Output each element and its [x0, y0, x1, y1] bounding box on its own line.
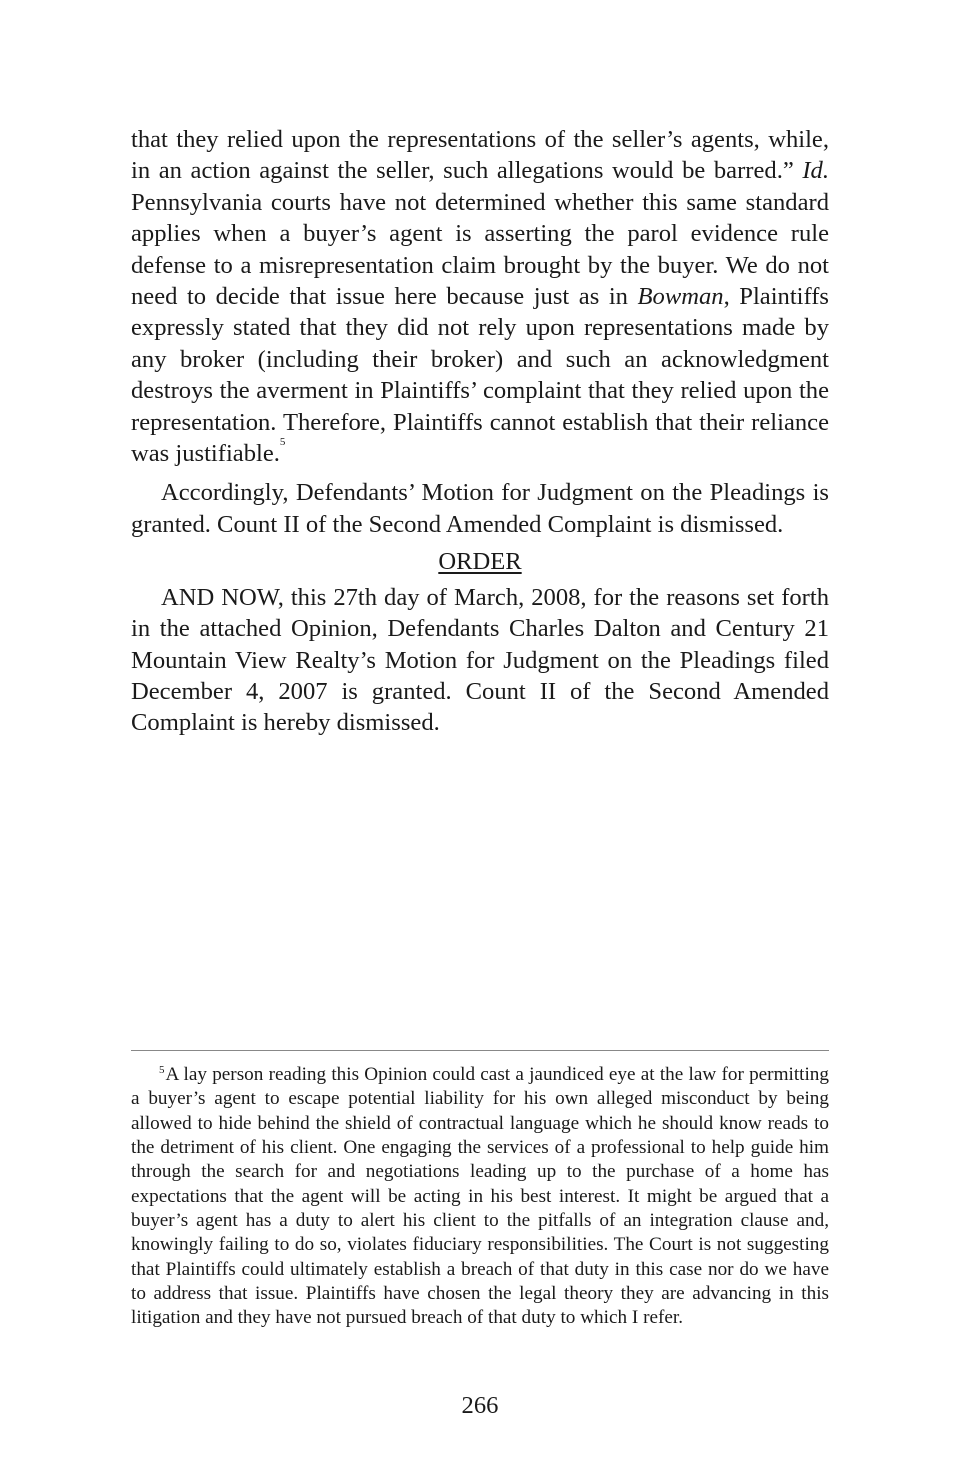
order-paragraph: AND NOW, this 27th day of March, 2008, for the reasons set forth in the attached Opinion, Defendants Charles Dalton and Century 21 Mountain View Realty’s Motion for Judgment on the Pleadings filed December 4, 2007 is granted. Count II of the Second Amended Complaint is hereby dismissed.	[131, 583, 829, 737]
footnote-text: A lay person reading this Opinion could cast a jaundiced eye at the law for permitting a buyer’s agent to escape potential liability for his own alleged misconduct by being allowed to hide behind the shield of contractual language which he should know reads to the detriment of his client. One engaging the services of a professional to help guide him through the search for and negotiations leading up to the purchase of a home has expectations that the agent will be acting in his best interest. It might be argued that a buyer’s agent has a duty to alert his client to the pitfalls of an integration clause and, knowingly failing to do so, violates fiduciary responsibilities. The Court is not suggesting that Plaintiffs could ultimately establish a breach of that duty in this case nor do we have to address that issue. Plaintiffs have chosen the legal theory they are advancing in this litigation and they have not pursued breach of that duty to which I refer.	[131, 1064, 829, 1329]
footnotes-section	[131, 1050, 829, 1331]
case-name-bowman: Bowman	[637, 283, 724, 311]
paragraph-1	[131, 124, 829, 469]
paragraph-2: Accordingly, Defendants’ Motion for Judgment on the Pleadings is granted. Count II of the Second Amended Complaint is dismissed.	[131, 479, 829, 538]
body-text	[131, 124, 829, 739]
order-heading-text: ORDER	[438, 548, 522, 576]
footnote-divider	[131, 1050, 829, 1051]
footnote-number: 5	[159, 1064, 165, 1076]
document-page	[131, 124, 829, 739]
paragraph-1-text-b: Pennsylvania courts have not determined whether this same standard applies when a buyer’s agent is asserting the parol evidence rule defense to a misrepresentation claim brought by the buyer. We do not need to decide that issue here because just as in	[131, 188, 829, 311]
order-heading	[131, 546, 829, 577]
footnote-reference: 5	[279, 436, 286, 449]
page-number: 266	[461, 1392, 499, 1419]
paragraph-1-text-a: that they relied upon the representations of the seller’s agents, while, in an action against the seller, such allegations would be barred.”	[131, 126, 829, 185]
paragraph-1-text-c: , Plaintiffs expressly stated that they did not rely upon representations made by any broker (including their broker) and such an acknowledgment destroys the averment in Plaintiffs’ complaint that they relied upon the representation. Therefore, Plaintiffs cannot establish that their reliance was justifiable.	[131, 283, 829, 468]
citation-id: Id.	[802, 157, 829, 185]
footnote-5	[131, 1063, 829, 1331]
